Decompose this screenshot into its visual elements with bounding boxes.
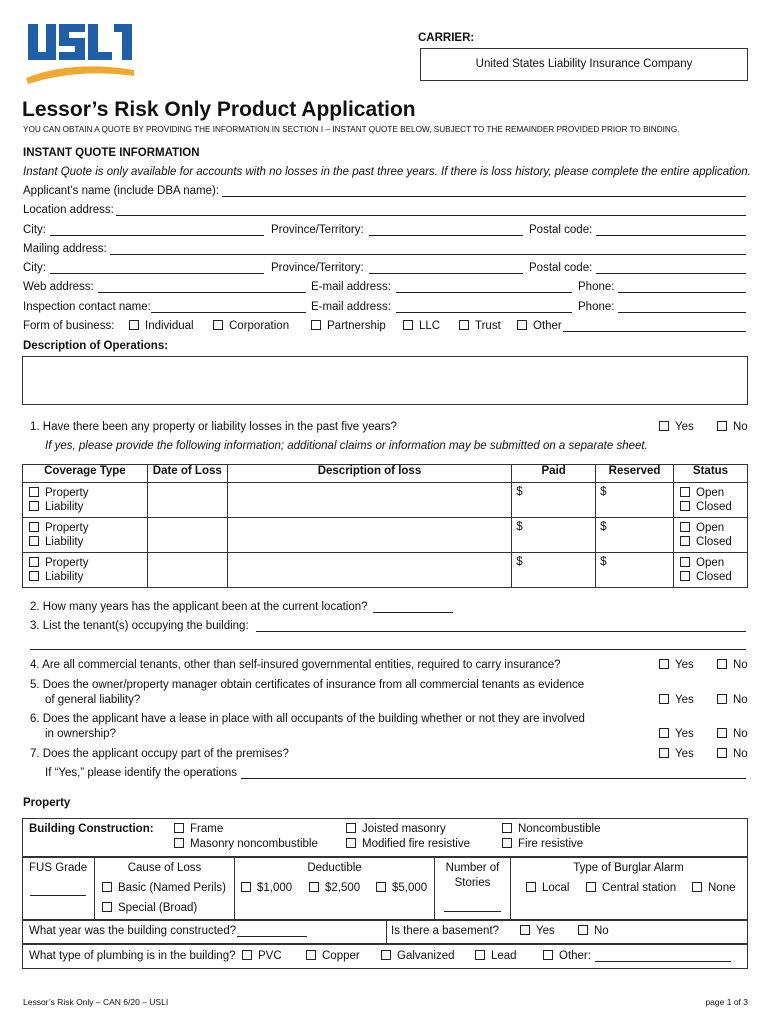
alarm-central-station-option[interactable]: Central station xyxy=(586,882,676,894)
description-cell[interactable] xyxy=(227,553,512,588)
checkbox-icon xyxy=(659,659,669,669)
date-of-loss-cell[interactable] xyxy=(147,553,227,588)
question-6-line1: 6. Does the applicant have a lease in place with all occupants of the building whether or not they are involved xyxy=(30,713,585,725)
mailing-postal-label: Postal code: xyxy=(529,262,593,274)
status-cell xyxy=(674,553,748,588)
mailing-city-label: City: xyxy=(23,262,46,274)
reserved-cell[interactable]: $ xyxy=(596,483,674,518)
page-title: Lessor’s Risk Only Product Application xyxy=(22,98,416,121)
mailing-province-field[interactable] xyxy=(369,273,523,274)
question-1: 1. Have there been any property or liability losses in the past five years? xyxy=(30,421,397,433)
web-address-field[interactable] xyxy=(98,292,306,293)
table-row xyxy=(23,483,748,518)
checkbox-icon xyxy=(517,320,527,330)
question-2: 2. How many years has the applicant been at the current location? xyxy=(30,601,368,613)
carrier-name: United States Liability Insurance Company xyxy=(475,58,693,70)
checkbox-icon xyxy=(381,950,391,960)
grid-divider xyxy=(386,919,387,944)
cause-basic-option[interactable]: Basic (Named Perils) xyxy=(102,882,226,894)
coverage-cell xyxy=(23,553,148,588)
applicant-name-label: Applicant’s name (include DBA name): xyxy=(23,185,220,197)
checkbox-icon xyxy=(659,728,669,738)
checkbox-icon xyxy=(174,823,184,833)
table-row xyxy=(23,553,748,588)
checkbox-icon xyxy=(403,320,413,330)
checkbox-icon xyxy=(680,557,690,567)
year-built-label: What year was the building constructed? xyxy=(29,925,237,937)
q1-yes-option[interactable]: Yes xyxy=(659,421,694,433)
checkbox-icon xyxy=(586,882,596,892)
q5-no-option[interactable]: No xyxy=(717,694,748,706)
plumbing-lead-option[interactable]: Lead xyxy=(475,950,517,962)
applicant-name-field[interactable] xyxy=(222,196,746,197)
checkbox-icon xyxy=(475,950,485,960)
fus-grade-field[interactable] xyxy=(30,895,86,896)
checkbox-icon xyxy=(102,902,112,912)
description-ops-label: Description of Operations: xyxy=(23,340,169,352)
checkbox-icon xyxy=(29,487,39,497)
loss-table-header xyxy=(23,465,748,483)
inspection-contact-field[interactable] xyxy=(151,312,306,313)
header-coverage-type: Coverage Type xyxy=(23,465,148,483)
status-closed-option[interactable]: Closed xyxy=(680,570,741,584)
status-closed-option[interactable]: Closed xyxy=(680,535,741,549)
business-partnership-option[interactable]: Partnership xyxy=(311,320,386,332)
property-heading: Property xyxy=(23,797,71,809)
q7-yes-option[interactable]: Yes xyxy=(659,748,694,760)
description-ops-box[interactable] xyxy=(22,356,748,405)
header-paid: Paid xyxy=(512,465,596,483)
checkbox-icon xyxy=(717,659,727,669)
coverage-cell xyxy=(23,483,148,518)
phone-label: Phone: xyxy=(578,281,615,293)
years-at-location-field[interactable] xyxy=(373,612,453,613)
construction-joisted-masonry-option[interactable]: Joisted masonry xyxy=(346,823,446,835)
checkbox-icon xyxy=(680,571,690,581)
checkbox-icon xyxy=(680,501,690,511)
location-address-label: Location address: xyxy=(23,204,114,216)
question-5-line2: of general liability? xyxy=(45,694,141,706)
plumbing-pvc-option[interactable]: PVC xyxy=(242,950,282,962)
checkbox-icon xyxy=(502,838,512,848)
form-of-business-label: Form of business: xyxy=(23,320,115,332)
header-description: Description of loss xyxy=(227,465,512,483)
construction-noncombustible-option[interactable]: Noncombustible xyxy=(502,823,600,835)
checkbox-icon xyxy=(311,320,321,330)
city-field[interactable] xyxy=(50,235,264,236)
plumbing-other-option[interactable]: Other: xyxy=(543,950,591,962)
checkbox-icon xyxy=(578,925,588,935)
coverage-cell xyxy=(23,518,148,553)
question-7: 7. Does the applicant occupy part of the premises? xyxy=(30,748,289,760)
status-open-option[interactable]: Open xyxy=(680,486,741,500)
table-row xyxy=(23,518,748,553)
checkbox-icon xyxy=(680,487,690,497)
construction-modified-fire-resistive-option[interactable]: Modified fire resistive xyxy=(346,838,470,850)
paid-cell[interactable]: $ xyxy=(512,483,596,518)
inspection-email-label: E-mail address: xyxy=(311,301,391,313)
inspection-phone-field[interactable] xyxy=(618,312,746,313)
checkbox-icon xyxy=(346,838,356,848)
coverage-property-option[interactable]: Property xyxy=(29,486,141,500)
construction-masonry-noncombustible-option[interactable]: Masonry noncombustible xyxy=(174,838,318,850)
paid-cell[interactable]: $ xyxy=(512,553,596,588)
postal-field[interactable] xyxy=(596,235,746,236)
deductible-5000-option[interactable]: $5,000 xyxy=(376,882,427,894)
reserved-cell[interactable]: $ xyxy=(596,518,674,553)
checkbox-icon xyxy=(174,838,184,848)
header-status: Status xyxy=(674,465,748,483)
stories-field[interactable] xyxy=(444,911,501,912)
checkbox-icon xyxy=(659,748,669,758)
checkbox-icon xyxy=(376,882,386,892)
q4-yes-option[interactable]: Yes xyxy=(659,659,694,671)
checkbox-icon xyxy=(543,950,553,960)
checkbox-icon xyxy=(659,694,669,704)
alarm-none-option[interactable]: None xyxy=(692,882,736,894)
description-cell[interactable] xyxy=(227,518,512,553)
province-field[interactable] xyxy=(369,235,523,236)
business-llc-option[interactable]: LLC xyxy=(403,320,440,332)
status-cell xyxy=(674,483,748,518)
basement-no-option[interactable]: No xyxy=(578,925,609,937)
business-individual-option[interactable]: Individual xyxy=(129,320,194,332)
checkbox-icon xyxy=(129,320,139,330)
checkbox-icon xyxy=(29,501,39,511)
q4-no-option[interactable]: No xyxy=(717,659,748,671)
checkbox-icon xyxy=(659,421,669,431)
status-cell xyxy=(674,518,748,553)
checkbox-icon xyxy=(306,950,316,960)
header-date-of-loss: Date of Loss xyxy=(147,465,227,483)
basement-yes-option[interactable]: Yes xyxy=(520,925,555,937)
checkbox-icon xyxy=(242,950,252,960)
status-open-option[interactable]: Open xyxy=(680,521,741,535)
fus-grade-label: FUS Grade xyxy=(29,862,88,874)
question-3: 3. List the tenant(s) occupying the building: xyxy=(30,620,249,632)
construction-frame-option[interactable]: Frame xyxy=(174,823,223,835)
loss-history-table xyxy=(22,464,748,588)
question-7-note: If “Yes,” please identify the operations xyxy=(45,767,237,779)
checkbox-icon xyxy=(692,882,702,892)
header-reserved: Reserved xyxy=(596,465,674,483)
mailing-city-field[interactable] xyxy=(50,273,264,274)
description-cell[interactable] xyxy=(227,483,512,518)
q6-no-option[interactable]: No xyxy=(717,728,748,740)
checkbox-icon xyxy=(502,823,512,833)
cause-of-loss-label: Cause of Loss xyxy=(127,862,202,874)
burglar-alarm-label: Type of Burglar Alarm xyxy=(573,862,684,874)
question-6-line2: in ownership? xyxy=(45,728,116,740)
checkbox-icon xyxy=(102,882,112,892)
construction-fire-resistive-option[interactable]: Fire resistive xyxy=(502,838,583,850)
checkbox-icon xyxy=(346,823,356,833)
checkbox-icon xyxy=(680,536,690,546)
page-subtitle: YOU CAN OBTAIN A QUOTE BY PROVIDING THE INFORMATION IN SECTION I – INSTANT QUOTE BELOW, SUBJECT TO THE REMAINDER PROVIDED PRIOR TO BINDING. xyxy=(23,125,680,134)
reserved-cell[interactable]: $ xyxy=(596,553,674,588)
plumbing-label: What type of plumbing is in the building? xyxy=(29,950,236,962)
q7-no-option[interactable]: No xyxy=(717,748,748,760)
business-corporation-option[interactable]: Corporation xyxy=(213,320,289,332)
location-address-field[interactable] xyxy=(116,215,746,216)
web-address-label: Web address: xyxy=(23,281,94,293)
stories-label-line2: Stories xyxy=(454,877,491,889)
postal-label: Postal code: xyxy=(529,224,593,236)
deductible-label: Deductible xyxy=(307,862,362,874)
carrier-label: CARRIER: xyxy=(418,32,475,44)
coverage-liability-option[interactable]: Liability xyxy=(29,535,141,549)
mailing-address-field[interactable] xyxy=(110,254,746,255)
checkbox-icon xyxy=(717,421,727,431)
cause-special-option[interactable]: Special (Broad) xyxy=(102,902,197,914)
checkbox-icon xyxy=(29,557,39,567)
date-of-loss-cell[interactable] xyxy=(147,518,227,553)
checkbox-icon xyxy=(213,320,223,330)
checkbox-icon xyxy=(29,536,39,546)
mailing-province-label: Province/Territory: xyxy=(271,262,364,274)
paid-cell[interactable]: $ xyxy=(512,518,596,553)
email-field[interactable] xyxy=(396,292,572,293)
checkbox-icon xyxy=(680,522,690,532)
instant-note: Instant Quote is only available for accounts with no losses in the past three years. If there is loss history, please complete the entire application. xyxy=(23,166,751,178)
building-construction-label: Building Construction: xyxy=(29,823,154,835)
coverage-liability-option[interactable]: Liability xyxy=(29,570,141,584)
email-label: E-mail address: xyxy=(311,281,391,293)
plumbing-copper-option[interactable]: Copper xyxy=(306,950,360,962)
usli-logo xyxy=(22,20,140,84)
checkbox-icon xyxy=(520,925,530,935)
coverage-liability-option[interactable]: Liability xyxy=(29,500,141,514)
mailing-postal-field[interactable] xyxy=(596,273,746,274)
checkbox-icon xyxy=(717,748,727,758)
question-5-line1: 5. Does the owner/property manager obtain certificates of insurance from all commercial tenants as evidence xyxy=(30,679,585,691)
checkbox-icon xyxy=(717,694,727,704)
question-1-note: If yes, please provide the following information; additional claims or information may be submitted on a separate sheet. xyxy=(45,440,648,452)
checkbox-icon xyxy=(717,728,727,738)
logo-graphic xyxy=(22,20,140,84)
instant-heading: INSTANT QUOTE INFORMATION xyxy=(23,147,200,159)
status-closed-option[interactable]: Closed xyxy=(680,500,741,514)
deductible-2500-option[interactable]: $2,500 xyxy=(309,882,360,894)
checkbox-icon xyxy=(241,882,251,892)
mailing-address-label: Mailing address: xyxy=(23,243,107,255)
basement-label: Is there a basement? xyxy=(391,925,500,937)
footer-form-id: Lessor’s Risk Only – CAN 6/20 – USLI xyxy=(23,997,169,1007)
plumbing-other-field[interactable] xyxy=(595,961,731,962)
coverage-property-option[interactable]: Property xyxy=(29,521,141,535)
q5-yes-option[interactable]: Yes xyxy=(659,694,694,706)
tenants-field-2[interactable] xyxy=(30,649,746,650)
checkbox-icon xyxy=(29,522,39,532)
status-open-option[interactable]: Open xyxy=(680,556,741,570)
inspection-phone-label: Phone: xyxy=(578,301,615,313)
province-label: Province/Territory: xyxy=(271,224,364,236)
operations-field[interactable] xyxy=(241,778,746,779)
footer-page-number: page 1 of 3 xyxy=(705,997,748,1007)
business-other-option[interactable]: Other xyxy=(517,320,562,332)
city-label: City: xyxy=(23,224,46,236)
inspection-email-field[interactable] xyxy=(396,312,572,313)
coverage-property-option[interactable]: Property xyxy=(29,556,141,570)
q1-no-option[interactable]: No xyxy=(717,421,748,433)
question-4: 4. Are all commercial tenants, other than self-insured governmental entities, required to carry insurance? xyxy=(30,659,561,671)
deductible-1000-option[interactable]: $1,000 xyxy=(241,882,292,894)
checkbox-icon xyxy=(309,882,319,892)
alarm-local-option[interactable]: Local xyxy=(526,882,570,894)
date-of-loss-cell[interactable] xyxy=(147,483,227,518)
stories-label-line1: Number of xyxy=(445,862,500,874)
checkbox-icon xyxy=(29,571,39,581)
q6-yes-option[interactable]: Yes xyxy=(659,728,694,740)
inspection-contact-label: Inspection contact name: xyxy=(23,301,151,313)
phone-field[interactable] xyxy=(618,292,746,293)
tenants-field[interactable] xyxy=(256,631,746,632)
checkbox-icon xyxy=(459,320,469,330)
business-trust-option[interactable]: Trust xyxy=(459,320,501,332)
year-built-field[interactable] xyxy=(237,936,307,937)
business-other-field[interactable] xyxy=(563,331,746,332)
plumbing-galvanized-option[interactable]: Galvanized xyxy=(381,950,455,962)
checkbox-icon xyxy=(526,882,536,892)
